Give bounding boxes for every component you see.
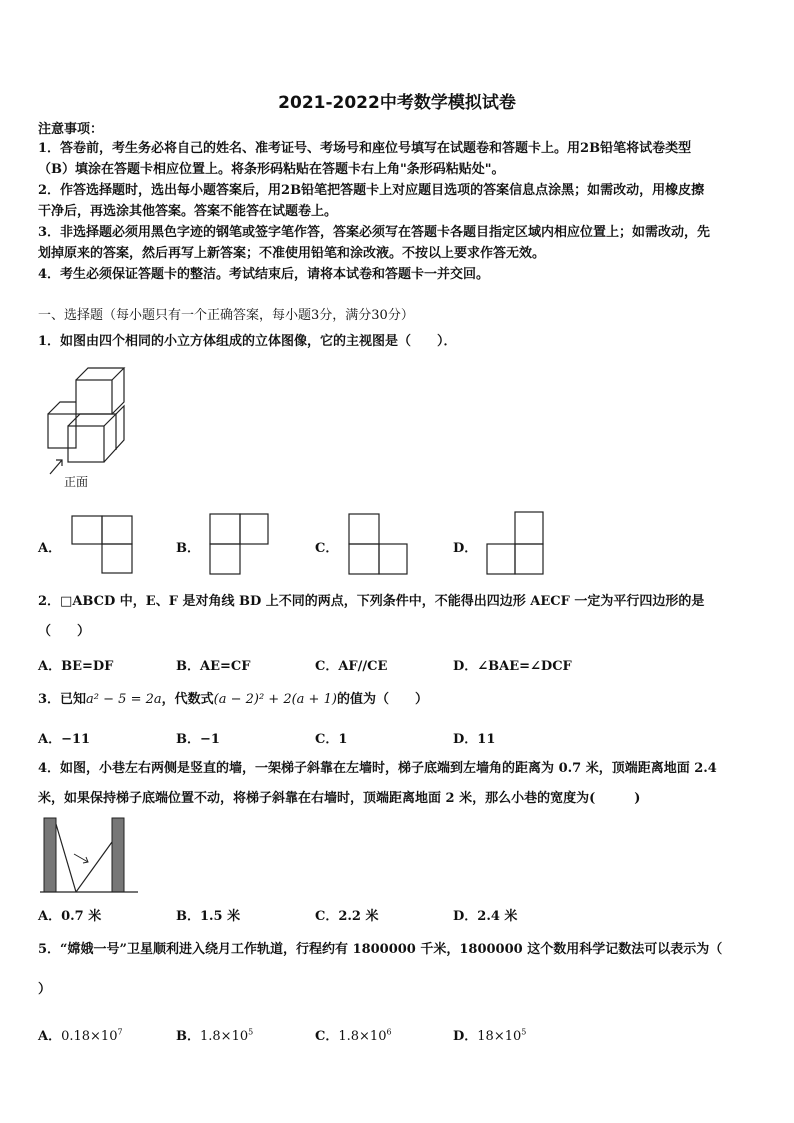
q5-option-a[interactable] — [38, 1025, 123, 1044]
q2-option-d[interactable]: D．∠BAE=∠DCF — [453, 659, 572, 674]
notice-line: （B）填涂在答题卡相应位置上。将条形码粘贴在答题卡右上角"条形码粘贴处"。 — [38, 162, 505, 177]
q2-option-a[interactable]: A．BE=DF — [38, 659, 114, 674]
q3-condition: a² − 5 = 2a — [86, 692, 162, 707]
q4-ladder-figure — [38, 814, 142, 896]
q1-option-a-figure — [70, 514, 134, 576]
notice-line: 2．作答选择题时，选出每小题答案后，用2B铅笔把答题卡上对应题目选项的答案信息点涂黑；如需改动，用橡皮擦 — [38, 183, 705, 198]
q5-option-c-base: 1.8×10 — [338, 1029, 387, 1044]
notice-heading: 注意事项： — [38, 122, 104, 137]
q5-option-a-exp: 7 — [117, 1027, 123, 1037]
q5-option-c[interactable] — [315, 1025, 392, 1044]
question-5-line2: ） — [38, 982, 52, 997]
notice-line: 4．考生必须保证答题卡的整洁。考试结束后，请将本试卷和答题卡一并交回。 — [38, 267, 490, 282]
notice-line: 划掉原来的答案，然后再写上新答案；不准使用铅笔和涂改液。不按以上要求作答无效。 — [38, 246, 546, 261]
q3-option-a[interactable]: A．−11 — [38, 732, 91, 747]
q1-option-d[interactable]: D． — [453, 541, 478, 556]
question-2-stem-end: （ ） — [38, 624, 91, 639]
question-3-stem — [38, 690, 428, 710]
q3-stem-a: 3．已知 — [38, 692, 87, 707]
q1-cube-figure — [40, 360, 140, 490]
q3-stem-b: ，代数式 — [161, 692, 214, 707]
q5-option-a-label: A． — [38, 1029, 62, 1044]
front-label: 正面 — [64, 475, 89, 489]
q3-expression: (a − 2)² + 2(a + 1) — [213, 692, 337, 707]
notice-line: 1．答卷前，考生务必将自己的姓名、准考证号、考场号和座位号填写在试题卷和答题卡上。用2B铅笔将试卷类型 — [38, 141, 692, 156]
q5-option-a-base: 0.18×10 — [61, 1029, 118, 1044]
q1-option-b-figure — [208, 512, 272, 576]
q1-option-a[interactable]: A． — [38, 541, 62, 556]
question-2-stem: 2．□ABCD 中，E、F 是对角线 BD 上不同的两点，下列条件中，不能得出四边形 AECF 一定为平行四边形的是 — [38, 594, 705, 609]
q5-option-c-exp: 6 — [386, 1027, 392, 1037]
q5-option-b-base: 1.8×10 — [200, 1029, 249, 1044]
q4-option-a[interactable]: A．0.7 米 — [38, 909, 102, 924]
q4-option-d[interactable]: D．2.4 米 — [453, 909, 518, 924]
q3-option-d[interactable]: D．11 — [453, 732, 496, 747]
question-5-line1: 5．“嫦娥一号”卫星顺利进入绕月工作轨道，行程约有 1800000 千米，1800000 这个数用科学记数法可以表示为（ — [38, 942, 723, 957]
q5-option-b-exp: 5 — [248, 1027, 254, 1037]
q2-option-b[interactable]: B．AE=CF — [176, 659, 251, 674]
notice-line: 3．非选择题必须用黑色字迹的钢笔或签字笔作答，答案必须写在答题卡各题目指定区域内相应位置上；如需改动，先 — [38, 225, 711, 240]
q1-option-d-figure — [485, 510, 549, 576]
q1-option-c[interactable]: C． — [315, 541, 339, 556]
q3-option-c[interactable]: C．1 — [315, 732, 348, 747]
section-heading: 一、选择题（每小题只有一个正确答案，每小题3分，满分30分） — [38, 308, 414, 323]
q5-option-b[interactable] — [176, 1025, 253, 1044]
question-4-line1: 4．如图，小巷左右两侧是竖直的墙，一架梯子斜靠在左墙时，梯子底端到左墙角的距离为 0.7 米，顶端距离地面 2.4 — [38, 761, 717, 776]
question-1-stem: 1．如图由四个相同的小立方体组成的立体图像，它的主视图是（ ）． — [38, 334, 457, 349]
q5-option-c-label: C． — [315, 1029, 339, 1044]
q5-option-d[interactable] — [453, 1025, 526, 1044]
q1-option-b[interactable]: B． — [176, 541, 200, 556]
page-title: 2021-2022中考数学模拟试卷 — [278, 93, 516, 113]
q4-option-c[interactable]: C．2.2 米 — [315, 909, 379, 924]
notice-line: 干净后，再选涂其他答案。答案不能答在试题卷上。 — [38, 204, 338, 219]
q3-stem-c: 的值为（ ） — [336, 692, 428, 707]
q5-option-d-base: 18×10 — [477, 1029, 522, 1044]
q4-option-b[interactable]: B．1.5 米 — [176, 909, 241, 924]
q3-option-b[interactable]: B．−1 — [176, 732, 220, 747]
q2-option-c[interactable]: C．AF//CE — [315, 659, 388, 674]
q5-option-d-exp: 5 — [521, 1027, 527, 1037]
q5-option-b-label: B． — [176, 1029, 200, 1044]
q5-option-d-label: D． — [453, 1029, 478, 1044]
q1-option-c-figure — [347, 512, 411, 576]
question-4-line2: 米，如果保持梯子底端位置不动，将梯子斜靠在右墙时，顶端距离地面 2 米，那么小巷的宽度为( ) — [38, 791, 641, 806]
